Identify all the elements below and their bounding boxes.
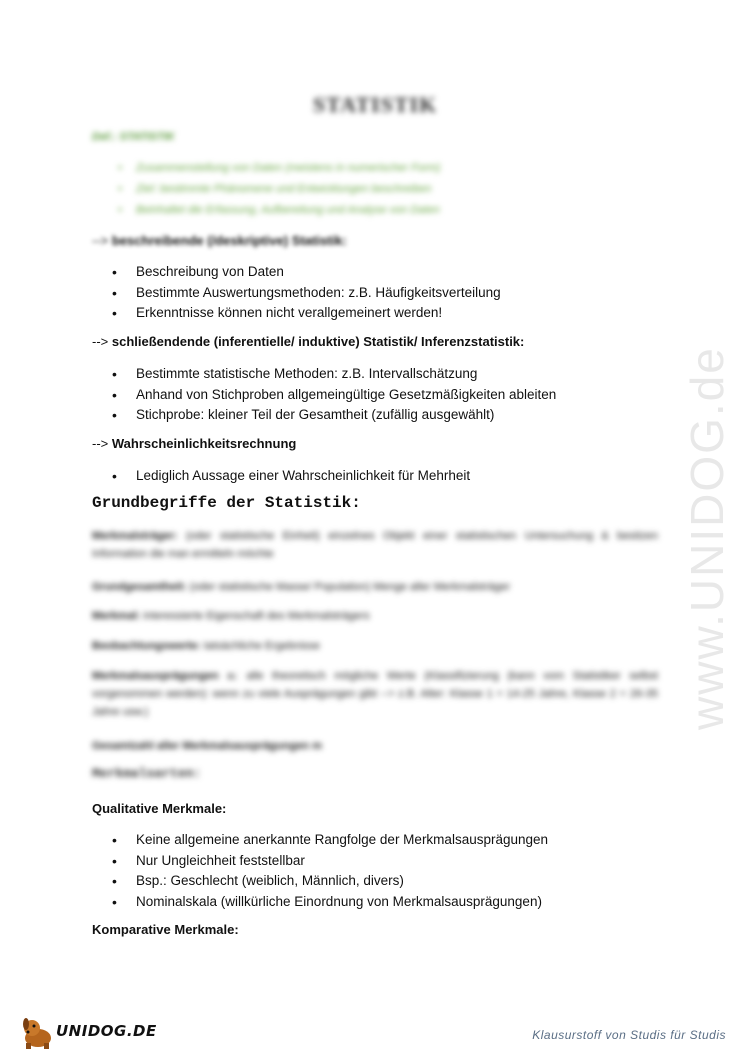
section3-heading: --> Wahrscheinlichkeitsrechnung: [92, 436, 297, 451]
qualitative-heading: Qualitative Merkmale:: [92, 801, 227, 816]
list-item: • Bsp.: Geschlecht (weiblich, Männlich, divers): [112, 871, 548, 892]
list-item: • Bestimmte Auswertungsmethoden: z.B. Häufigkeitsverteilung: [112, 283, 501, 304]
footer-tagline: Klausurstoff von Studis für Studis: [532, 1028, 726, 1042]
qualitative-list: [112, 830, 548, 912]
list-item: • Anhand von Stichproben allgemeingültige Gesetzmäßigkeiten ableiten: [112, 385, 556, 406]
definition-list: [118, 158, 440, 221]
dog-icon: [20, 1012, 60, 1052]
term-gesamtzahl: Gesamtzahl aller Merkmalsausprägungen m: [92, 740, 322, 752]
term-merkmalsauspraegungen: Merkmalsausprägungen aᵢ: alle theoretisch mögliche Werte (Klassifizierung (kann vom Statistiker selbst vorgenommen werden): wenn zu viele Ausprägungen gibt --> z.B. Alter: Klasse 1 = 14-25 Jahre, Klasse 2 = 26-35 Jahre usw.): [92, 670, 659, 718]
list-item: • Erkenntnisse können nicht verallgemeinert werden!: [112, 303, 501, 324]
section2-list: [112, 364, 556, 426]
list-item: • Beinhaltet die Erfassung, Aufbereitung und Analyse von Daten: [118, 200, 440, 221]
page-title: STATISTIK: [312, 92, 438, 117]
list-item: • Ziel: bestimmte Phänomene und Entwicklungen beschreiben: [118, 179, 440, 200]
list-item: • Beschreibung von Daten: [112, 262, 501, 283]
term-merkmalstraeger: Merkmalsträger: (oder statistische Einheit) einzelnes Objekt einer statistischen Untersuchung & besitzen Information die man ermitteln möchte: [92, 530, 658, 560]
document-page: www.UNIDOG.de STATISTIK Def.: STATISTIK • Zusammenstellung von Daten (meistens in numerischer Form) • Ziel: bestimmte Phänomene und Entwicklungen beschreiben • Beinhaltet die Erfassung, Aufbereitung und Analyse von Daten --> beschreibende (/deskriptive) Statistik: • Beschreibung von Daten • Bestimmte Auswertungsmethoden: z.B. Häufigkeitsverteilung • Erkenntnisse können nicht verallgemeinert werden! --> schließendende (inferentielle/ induktive) Statistik/ Inferenzstatistik: • Bestimmte statistische Methoden: z.B. Intervallschätzung • Anhand von Stichproben allgemeingültige Gesetzmäßigkeiten ableiten • Stichprobe: kleiner Teil der Gesamtheit (zufällig ausgewählt) --> Wahrscheinlichkeitsrechnung • Lediglich Aussage einer Wahrscheinlichkeit für Mehrheit Grundbegriffe der Statistik: Merkmalsträger: (oder statistische Einheit) einzelnes Objekt einer statistischen Untersuchung & besitzen Information die man ermitteln möchte Grundgesamtheit: (oder statistische Masse/ Population) Menge aller Merkmalsträger Merkmal: interessierte Eigenschaft des Merkmalsträgers Beobachtungswerte: tatsächliche Ergebnisse Merkmalsausprägungen aᵢ: alle theoretisch mögliche Werte (Klassifizierung (kann vom Statistiker selbst vorgenommen werden): wenn zu viele Ausprägungen gibt --> z.B. Alter: Klasse 1 = 14-25 Jahre, Klasse 2 = 26-35 Jahre usw.) Gesamtzahl aller Merkmalsausprägungen m Merkmalsarten: Qualitative Merkmale: • Keine allgemeine anerkannte Rangfolge der Merkmalsausprägungen • Nur Ungleichheit feststellbar • Bsp.: Geschlecht (weiblich, Männlich, divers) • Nominalskala (willkürliche Einordnung von Merkmalsausprägungen) Komparative Merkmale: UNIDOG.DE Klausurstoff von Studis für Studis: [0, 0, 750, 1059]
list-item: • Keine allgemeine anerkannte Rangfolge der Merkmalsausprägungen: [112, 830, 548, 851]
section3-list: [112, 466, 470, 487]
section1-list: [112, 262, 501, 324]
section1-heading: --> beschreibende (/deskriptive) Statistik:: [92, 233, 347, 248]
list-item: • Lediglich Aussage einer Wahrscheinlichkeit für Mehrheit: [112, 466, 470, 487]
definition-label: Def.: STATISTIK: [92, 131, 175, 143]
unidog-logo[interactable]: [20, 1012, 157, 1052]
list-item: • Bestimmte statistische Methoden: z.B. Intervallschätzung: [112, 364, 556, 385]
logo-text: UNIDOG.DE: [56, 1022, 157, 1040]
term-merkmal: Merkmal: interessierte Eigenschaft des Merkmalsträgers: [92, 610, 370, 622]
grundbegriffe-heading: Grundbegriffe der Statistik:: [92, 494, 361, 512]
list-item: • Zusammenstellung von Daten (meistens in numerischer Form): [118, 158, 440, 179]
section2-heading: --> schließendende (inferentielle/ induktive) Statistik/ Inferenzstatistik:: [92, 334, 525, 349]
term-beobachtungswerte: Beobachtungswerte: tatsächliche Ergebnisse: [92, 640, 321, 652]
list-item: • Stichprobe: kleiner Teil der Gesamtheit (zufällig ausgewählt): [112, 405, 556, 426]
list-item: • Nur Ungleichheit feststellbar: [112, 851, 548, 872]
merkmalsarten-heading: Merkmalsarten:: [92, 766, 202, 781]
term-grundgesamtheit: Grundgesamtheit: (oder statistische Masse/ Population) Menge aller Merkmalsträger: [92, 581, 511, 593]
list-item: • Nominalskala (willkürliche Einordnung von Merkmalsausprägungen): [112, 892, 548, 913]
komparative-heading: Komparative Merkmale:: [92, 922, 239, 937]
